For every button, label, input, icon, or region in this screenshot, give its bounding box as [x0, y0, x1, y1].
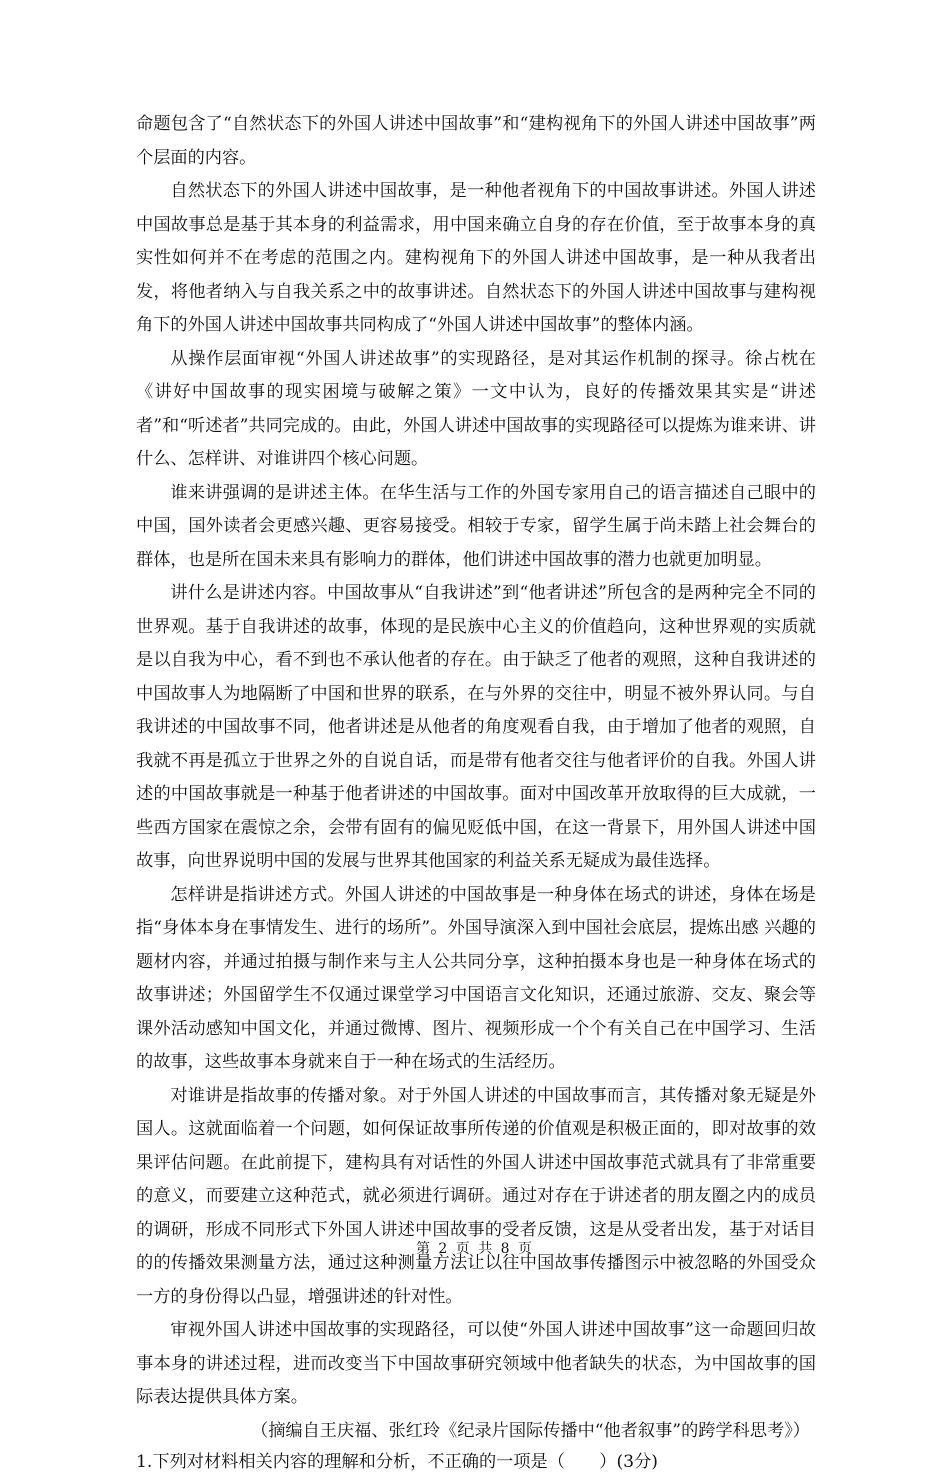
paragraph-1: 命题包含了“自然状态下的外国人讲述中国故事”和“建构视角下的外国人讲述中国故事”两个层面的内容。: [136, 114, 816, 168]
paragraph-7: 对谁讲是指故事的传播对象。对于外国人讲述的中国故事而言，其传播对象无疑是外国人。这就面临着一个问题，如何保证故事所传递的价值观是积极正面的，即对故事的效果评估问题。在此前提下，建构具有对话性的外国人讲述中国故事范式就具有了非常重要的意义，而要建立这种范式，就必须进行调研。通过对存在于讲述者的朋友圈之内的成员的调研，形成不同形式下外国人讲述中国故事的受者反馈，这是从受者出发，基于对话目的的传播效果测量方法，通过这种测量方法让以往中国故事传播图示中被忽略的外国受众一方的身份得以凸显，增强讲述的针对性。: [136, 1085, 816, 1307]
paragraph-4: 谁来讲强调的是讲述主体。在华生活与工作的外国专家用自己的语言描述自己眼中的中国，国外读者会更感兴趣、更容易接受。相较于专家，留学生属于尚未踏上社会舞台的群体，也是所在国未来具有影响力的群体，他们讲述中国故事的潜力也就更加明显。: [136, 482, 816, 570]
paragraph-6: 怎样讲是指讲述方式。外国人讲述的中国故事是一种身体在场式的讲述，身体在场是指“身体本身在事情发生、进行的场所”。外国导演深入到中国社会底层，提炼出感 兴趣的题材内容，并通过拍摄与制作来与主人公共同分享，这种拍摄本身也是一种身体在场式的故事讲述；外国留学生不仅通过课堂学习中国语言文化知识，还通过旅游、交友、聚会等课外活动感知中国文化，并通过微博、图片、视频形成一个个有关自己在中国学习、生活的故事，这些故事本身就来自于一种在场式的生活经历。: [136, 884, 816, 1072]
paragraph-3: 从操作层面审视“外国人讲述故事”的实现路径，是对其运作机制的探寻。徐占枕在《讲好中国故事的现实困境与破解之策》一文中认为，良好的传播效果其实是“讲述者”和“听述者”共同完成的。由此，外国人讲述中国故事的实现路径可以提炼为谁来讲、讲什么、怎样讲、对谁讲四个核心问题。: [136, 348, 816, 469]
question-1: 1.下列对材料相关内容的理解和分析，不正确的一项是（ ）(3分): [136, 1452, 658, 1472]
document-body: [136, 108, 816, 1476]
page-number-footer: 第 2 页 共 8 页: [415, 1241, 535, 1257]
paragraph-2: 自然状态下的外国人讲述中国故事，是一种他者视角下的中国故事讲述。外国人讲述中国故事总是基于其本身的利益需求，用中国来确立自身的存在价值，至于故事本身的真实性如何并不在考虑的范围之内。建构视角下的外国人讲述中国故事，是一种从我者出发，将他者纳入与自我关系之中的故事讲述。自然状态下的外国人讲述中国故事与建构视角下的外国人讲述中国故事共同构成了“外国人讲述中国故事”的整体内涵。: [136, 181, 816, 335]
paragraph-5: 讲什么是讲述内容。中国故事从“自我讲述”到“他者讲述”所包含的是两种完全不同的世界观。基于自我讲述的故事，体现的是民族中心主义的价值趋向，这种世界观的实质就是以自我为中心，看不到也不承认他者的存在。由于缺乏了他者的观照，这种自我讲述的中国故事人为地隔断了中国和世界的联系，在与外界的交往中，明显不被外界认同。与自我讲述的中国故事不同，他者讲述是从他者的角度观看自我，由于增加了他者的观照，自我就不再是孤立于世界之外的自说自话，而是带有他者交往与他者评价的自我。外国人讲述的中国故事就是一种基于他者讲述的中国故事。面对中国改革开放取得的巨大成就，一些西方国家在震惊之余，会带有固有的偏见贬低中国，在这一背景下，用外国人讲述中国故事，向世界说明中国的发展与世界其他国家的利益关系无疑成为最佳选择。: [136, 583, 816, 871]
source-citation: （摘编自王庆福、张红玲《纪录片国际传播中“他者叙事”的跨学科思考》）: [251, 1420, 810, 1441]
paragraph-8: 审视外国人讲述中国故事的实现路径，可以使“外国人讲述中国故事”这一命题回归故事本身的讲述过程，进而改变当下中国故事研究领域中他者缺失的状态，为中国故事的国际表达提供具体方案。: [136, 1320, 816, 1407]
